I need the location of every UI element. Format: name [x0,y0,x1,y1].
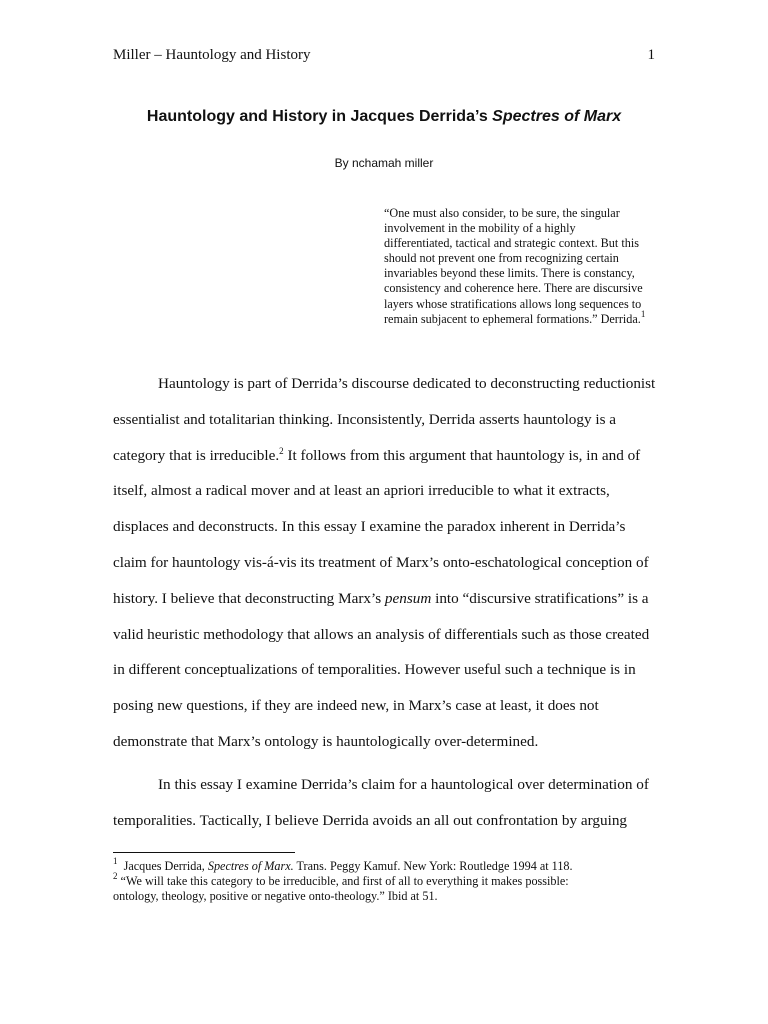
body-line-part: category that is irreducible. [113,446,280,464]
epigraph-line: layers whose stratifications allows long sequences to [384,296,642,311]
paragraph-1-text [113,366,655,760]
body-line [113,581,655,617]
title-main: Hauntology and History in Jacques Derrida’s [146,108,488,125]
footnotes [113,856,655,904]
epigraph-line: “One must also consider, to be sure, the singular [384,206,620,220]
footnote-2 [113,871,655,889]
title-italic: Spectres of Marx [492,108,622,125]
footnote-ref-2[interactable]: 2 [279,445,284,456]
epigraph-line: differentiated, tactical and strategic context. But this [384,236,639,251]
body-line-part: history. I believe that deconstructing Marx’s [113,589,385,607]
footnote-mark-2: 2 [113,871,118,881]
paragraph-1 [113,366,655,760]
footnote-ref-1[interactable]: 1 [640,308,646,319]
footnote-mark-1: 1 [113,856,118,866]
body-line: demonstrate that Marx’s ontology is hauntologically over-determined. [113,732,539,750]
footnote-text: Trans. Peggy Kamuf. New York: Routledge 1994 at 118. [293,859,573,873]
running-header [113,46,655,64]
footnote-1 [113,856,655,874]
body-line-part: into “discursive stratifications” is a [431,589,649,607]
body-line: essentialist and totalitarian thinking. Inconsistently, Derrida asserts hauntology is a [113,410,617,428]
footnote-text: “We will take this category to be irreducible, and first of all to everything it makes possible: [117,874,569,888]
body-line: itself, almost a radical mover and at least an apriori irreducible to what it extracts, [113,482,610,500]
paragraph-2 [113,767,655,839]
body-line: claim for hauntology vis-á-vis its treatment of Marx’s onto-eschatological conception of [113,553,649,571]
body-line: displaces and deconstructs. In this essay I examine the paradox inherent in Derrida’s [113,518,626,536]
epigraph-line: involvement in the mobility of a highly [384,221,576,236]
footnote-separator [113,852,295,853]
footnote-2-cont: ontology, theology, positive or negative onto-theology.” Ibid at 51. [113,889,438,903]
body-line: temporalities. Tactically, I believe Derrida avoids an all out confrontation by arguing [113,811,628,829]
epigraph-line: consistency and coherence here. There are discursive [384,281,643,296]
body-line [113,438,655,474]
running-title: Miller – Hauntology and History [113,47,311,63]
epigraph-quote [384,206,656,327]
epigraph-line: invariables beyond these limits. There is constancy, [384,266,635,281]
paragraph-2-text [113,767,655,839]
epigraph-last-text: remain subjacent to ephemeral formations.” Derrida. [384,311,641,326]
epigraph-line [384,308,656,327]
body-line: Hauntology is part of Derrida’s discourse dedicated to deconstructing reductionist [158,375,656,392]
body-line: valid heuristic methodology that allows an analysis of differentials such as those created [113,625,650,643]
footnote-text: Jacques Derrida, [117,859,208,873]
paper-title [0,107,768,127]
footnote-italic: Spectres of Marx. [207,859,294,873]
body-line: in different conceptualizations of temporalities. However useful such a technique is in [113,661,636,679]
italic-term: pensum [384,589,432,607]
epigraph-line: should not prevent one from recognizing certain [384,251,619,266]
body-line-part: It follows from this argument that hauntology is, in and of [283,446,641,464]
page-number: 1 [647,47,655,63]
author-byline: By nchamah miller [334,156,434,170]
body-line: posing new questions, if they are indeed new, in Marx’s case at least, it does not [113,697,599,715]
body-line: In this essay I examine Derrida’s claim for a hauntological over determination of [158,776,649,793]
